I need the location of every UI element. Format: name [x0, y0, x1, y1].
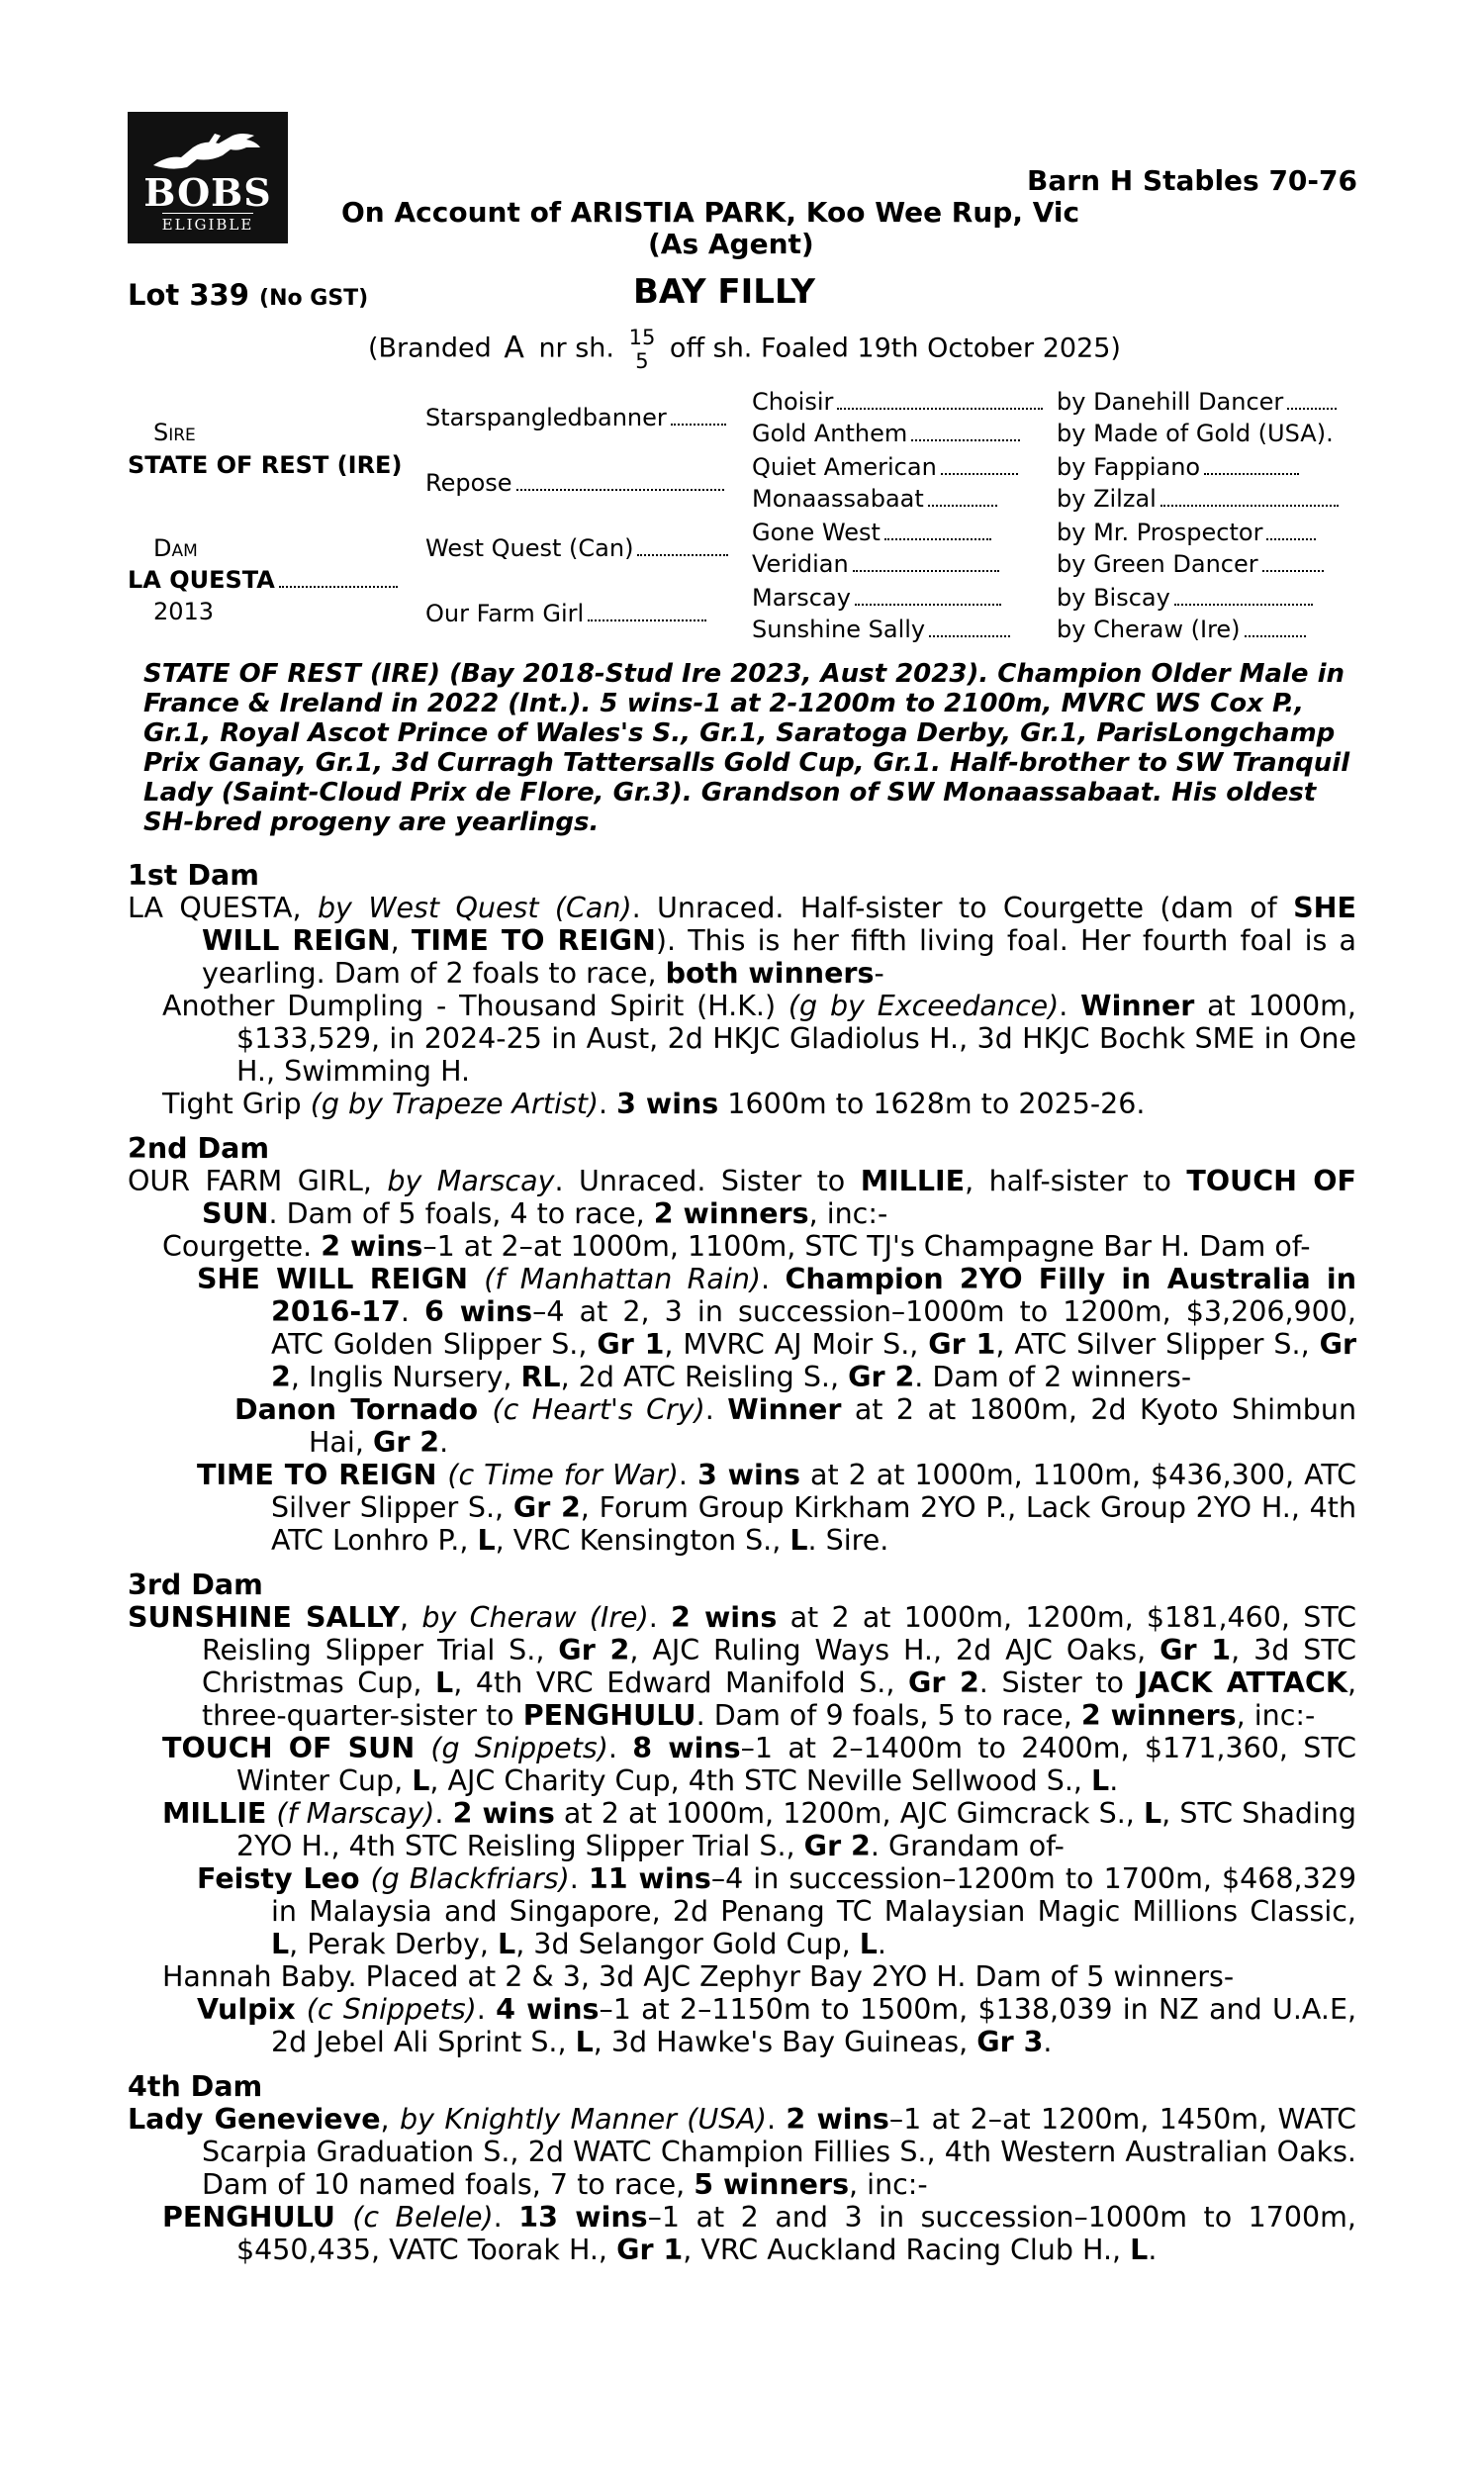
- text-run: .: [648, 1601, 672, 1634]
- text-run: 4 wins: [496, 1993, 600, 2026]
- text-run: both winners: [665, 957, 875, 990]
- text-run: MILLIE: [860, 1165, 966, 1197]
- progeny-entry: [128, 1459, 1356, 1557]
- horse-racing-icon: [147, 126, 266, 175]
- gen2-dam-dam: [425, 598, 706, 629]
- leader-dots: [1262, 564, 1324, 572]
- gen3-sire-4: [1057, 483, 1339, 515]
- text-run: .: [400, 1295, 424, 1328]
- gen3-sire-3: [1057, 451, 1299, 483]
- sire-label: Sire: [153, 419, 196, 446]
- text-run: .: [704, 1393, 728, 1426]
- text-run: SHE WILL REIGN: [202, 892, 1356, 957]
- text-run: Winner: [1080, 990, 1195, 1022]
- dam-name: [128, 564, 398, 596]
- gen3-sire-text: by Cheraw (Ire): [1057, 616, 1241, 643]
- text-run: .: [877, 1928, 886, 1960]
- text-run: . Sire.: [807, 1524, 889, 1557]
- logo-subtext: ELIGIBLE: [162, 213, 254, 234]
- dam-name-text: LA QUESTA: [128, 566, 275, 594]
- leader-dots: [911, 433, 1020, 441]
- first-dam-progeny: [128, 990, 1356, 1088]
- gen3-text: Monaassabaat: [752, 485, 924, 513]
- text-run: Danon Tornado: [234, 1393, 493, 1426]
- text-run: 8 wins: [632, 1732, 741, 1764]
- text-run: Gr 2: [803, 1830, 871, 1862]
- text-run: .: [493, 2201, 519, 2234]
- leader-dots: [853, 564, 999, 572]
- text-run: .: [599, 1088, 617, 1120]
- third-dam-heading: 3rd Dam: [128, 1569, 263, 1601]
- text-run: .: [434, 1797, 453, 1830]
- leader-dots: [1174, 598, 1313, 606]
- gen3-text: Veridian: [752, 550, 849, 578]
- text-run: . Dam of 2 winners-: [914, 1361, 1192, 1393]
- gen3-sire-6: [1057, 548, 1324, 580]
- text-run: , Perak Derby,: [289, 1928, 499, 1960]
- gen3-sire-text: by Biscay: [1057, 584, 1170, 612]
- text-run: 11 wins: [588, 1862, 711, 1895]
- gen3-sire-text: by Danehill Dancer: [1057, 388, 1284, 416]
- first-dam-heading: 1st Dam: [128, 859, 259, 892]
- agent-note: (As Agent): [648, 228, 814, 260]
- text-run: ,: [400, 1601, 422, 1634]
- text-run: Gr 2: [908, 1666, 979, 1699]
- text-run: .: [1148, 2234, 1158, 2266]
- leader-dots: [941, 467, 1018, 475]
- text-run: at 2 at 1000m, 1200m, $181,460, STC Reisling Slipper Trial S.,: [202, 1601, 1356, 1666]
- text-run: –1 at 2–at 1200m, 1450m, WATC Scarpia Graduation S., 2d WATC Champion Fillies S., 4th Western Australian Oaks. Dam of 10 named foals, 7 to race,: [202, 2103, 1356, 2201]
- text-run: , inc:-: [849, 2168, 928, 2201]
- text-run: 2 wins: [786, 2103, 889, 2136]
- bobs-eligible-logo: [128, 112, 288, 243]
- text-run: L: [1091, 1764, 1110, 1797]
- brand-mark-icon: A: [504, 330, 524, 365]
- text-run: (f Manhattan Rain): [484, 1263, 762, 1295]
- text-run: ,: [380, 2103, 400, 2136]
- progeny-entry: [128, 1732, 1356, 1797]
- text-run: Lady Genevieve: [128, 2103, 381, 2136]
- leader-dots: [1204, 467, 1299, 475]
- text-run: (g Snippets): [430, 1732, 608, 1764]
- text-run: –4 in succession–1200m to 1700m, $468,329 in Malaysia and Singapore, 2d Penang TC Malaysian Magic Millions Classic,: [271, 1862, 1356, 1928]
- text-run: L: [412, 1764, 430, 1797]
- lot-number: [128, 278, 368, 316]
- leader-dots: [929, 629, 1010, 637]
- gen3-text: Sunshine Sally: [752, 616, 926, 643]
- text-run: OUR FARM GIRL,: [128, 1165, 388, 1197]
- text-run: RL: [520, 1361, 561, 1393]
- text-run: at 1000m, $133,529, in 2024-25 in Aust, 2d HKJC Gladiolus H., 3d HKJC Bochk SME in One H., Swimming H.: [236, 990, 1356, 1088]
- gen3-text: Quiet American: [752, 453, 937, 481]
- text-run: 3 wins: [616, 1088, 719, 1120]
- text-run: (g by Trapeze Artist): [310, 1088, 600, 1120]
- leader-dots: [1245, 629, 1306, 637]
- female-family: [128, 859, 1356, 2266]
- leader-dots: [855, 598, 1001, 606]
- text-run: .: [569, 1862, 589, 1895]
- text-run: (c Snippets): [306, 1993, 477, 2026]
- branded-prefix: (Branded: [368, 333, 492, 364]
- text-run: Feisty Leo: [197, 1862, 371, 1895]
- text-run: , AJC Ruling Ways H., 2d AJC Oaks,: [629, 1634, 1160, 1666]
- second-dam-heading: 2nd Dam: [128, 1132, 270, 1165]
- text-run: . Unraced. Half-sister to Courgette (dam of: [631, 892, 1294, 924]
- gen3-5: [752, 517, 991, 548]
- text-run: .: [476, 1993, 497, 2026]
- text-run: .: [607, 1732, 633, 1764]
- gen3-sire-5: [1057, 517, 1316, 548]
- text-run: Gr 1: [1159, 1634, 1232, 1666]
- text-run: , 2d ATC Reisling S.,: [560, 1361, 849, 1393]
- text-run: PENGHULU: [162, 2201, 353, 2234]
- text-run: , Inglis Nursery,: [290, 1361, 521, 1393]
- text-run: at 2 at 1000m, 1100m, $436,300, ATC Silver Slipper S.,: [271, 1459, 1357, 1524]
- text-run: by Marscay: [387, 1165, 555, 1197]
- gen2-dam-sire: [425, 532, 728, 564]
- gen3-7: [752, 582, 1001, 614]
- text-run: .: [1109, 1764, 1119, 1797]
- text-run: , VRC Auckland Racing Club H.,: [683, 2234, 1131, 2266]
- vendor-account: On Account of ARISTIA PARK, Koo Wee Rup, Vic: [341, 196, 1080, 229]
- text-run: Hannah Baby. Placed at 2 & 3, 3d AJC Zephyr Bay 2YO H. Dam of 5 winners-: [162, 1960, 1235, 1993]
- text-run: by West Quest (Can): [317, 892, 632, 924]
- text-run: 2 wins: [321, 1230, 423, 1263]
- text-run: by Knightly Manner (USA): [399, 2103, 767, 2136]
- sire-name: STATE OF REST (IRE): [128, 451, 403, 479]
- text-run: Gr 2: [848, 1361, 915, 1393]
- text-run: TIME TO REIGN: [197, 1459, 448, 1491]
- gen3-3: [752, 451, 1018, 483]
- gen3-1: [752, 386, 1043, 418]
- text-run: TIME TO REIGN: [411, 924, 656, 957]
- text-run: L: [789, 1524, 808, 1557]
- text-run: Champion 2YO Filly in Australia in 2016-17: [271, 1263, 1356, 1328]
- text-run: .: [678, 1459, 697, 1491]
- text-run: .: [766, 2103, 787, 2136]
- text-run: ,: [390, 924, 412, 957]
- text-run: 1600m to 1628m to 2025-26.: [718, 1088, 1146, 1120]
- text-run: .: [439, 1426, 449, 1459]
- gen2-sire-sire: [425, 402, 726, 433]
- text-run: 13 wins: [518, 2201, 648, 2234]
- text-run: at 2 at 1800m, 2d Kyoto Shimbun Hai,: [309, 1393, 1357, 1459]
- text-run: –4 at 2, 3 in succession–1000m to 1200m, $3,206,900, ATC Golden Slipper S.,: [271, 1295, 1356, 1361]
- text-run: Another Dumpling - Thousand Spirit (H.K.): [162, 990, 788, 1022]
- brand-description: [368, 326, 1121, 373]
- text-run: at 2 at 1000m, 1200m, AJC Gimcrack S.,: [554, 1797, 1144, 1830]
- text-run: (c Heart's Cry): [492, 1393, 705, 1426]
- text-run: . Dam of 5 foals, 4 to race,: [268, 1197, 654, 1230]
- text-run: –1 at 2 and 3 in succession–1000m to 1700m, $450,435, VATC Toorak H.,: [236, 2201, 1356, 2266]
- text-run: Gr 2: [512, 1491, 581, 1524]
- text-run: , 3d STC Christmas Cup,: [202, 1634, 1356, 1699]
- logo-text: BOBS: [143, 170, 272, 215]
- text-run: , inc:-: [1236, 1699, 1316, 1732]
- text-run: (g by Exceedance): [788, 990, 1060, 1022]
- leader-dots: [1287, 402, 1337, 410]
- text-run: L: [477, 1524, 496, 1557]
- text-run: L: [1130, 2234, 1149, 2266]
- text-run: , VRC Kensington S.,: [495, 1524, 790, 1557]
- text-run: 2 wins: [452, 1797, 555, 1830]
- text-run: , Forum Group Kirkham 2YO P., Lack Group 2YO H., 4th ATC Lonhro P.,: [271, 1491, 1357, 1557]
- text-run: MILLIE: [162, 1797, 277, 1830]
- leader-dots: [516, 483, 724, 491]
- first-dam-progeny: [128, 1088, 1356, 1120]
- text-run: Gr 3: [976, 2026, 1044, 2058]
- gen3-text: Gold Anthem: [752, 420, 908, 447]
- progeny-entry: [128, 1960, 1356, 1993]
- text-run: . Grandam of-: [870, 1830, 1065, 1862]
- text-run: L: [575, 2026, 594, 2058]
- branded-offside-foaled: off sh. Foaled 19th October 2025): [669, 333, 1121, 364]
- gen3-text: Choisir: [752, 388, 834, 416]
- gen3-sire-text: by Mr. Prospector: [1057, 519, 1263, 546]
- text-run: TOUCH OF SUN: [162, 1732, 431, 1764]
- text-run: , AJC Charity Cup, 4th STC Neville Sellwood S.,: [429, 1764, 1092, 1797]
- leader-dots: [837, 402, 1043, 410]
- text-run: (f Marscay): [276, 1797, 435, 1830]
- text-run: Gr 1: [928, 1328, 996, 1361]
- text-run: Gr 2: [558, 1634, 630, 1666]
- leader-dots: [884, 532, 991, 540]
- text-run: 5 winners: [694, 2168, 850, 2201]
- gen3-text: Marscay: [752, 584, 851, 612]
- frac-den: 5: [635, 349, 649, 373]
- text-run: .: [761, 1263, 786, 1295]
- dam-year: 2013: [153, 598, 215, 625]
- gen3-sire-text: by Zilzal: [1057, 485, 1157, 513]
- fourth-dam-heading: 4th Dam: [128, 2070, 263, 2103]
- lot-title: BAY FILLY: [633, 272, 815, 312]
- text-run: Gr 2: [271, 1328, 1357, 1393]
- text-run: Tight Grip: [162, 1088, 311, 1120]
- gen3-8: [752, 614, 1010, 645]
- text-run: L: [859, 1928, 878, 1960]
- text-run: SUNSHINE SALLY: [128, 1601, 401, 1634]
- gen2-text: Starspangledbanner: [425, 404, 667, 431]
- leader-dots: [1266, 532, 1316, 540]
- gen2-text: Repose: [425, 469, 512, 497]
- text-run: SHE WILL REIGN: [197, 1263, 485, 1295]
- lot-label: Lot 339: [128, 278, 249, 312]
- text-run: (c Time for War): [447, 1459, 679, 1491]
- second-dam-text: [128, 1165, 1356, 1230]
- progeny-entry: [128, 1230, 1356, 1263]
- text-run: 2 winners: [1080, 1699, 1237, 1732]
- fourth-dam-text: [128, 2103, 1356, 2201]
- text-run: L: [498, 1928, 516, 1960]
- leader-dots: [671, 418, 726, 426]
- text-run: , 3d Selangor Gold Cup,: [515, 1928, 860, 1960]
- text-run: JACK ATTACK: [1137, 1666, 1347, 1699]
- leader-dots: [637, 548, 728, 556]
- text-run: Gr 2: [372, 1426, 440, 1459]
- text-run: Courgette.: [162, 1230, 322, 1263]
- text-run: 6 wins: [423, 1295, 533, 1328]
- text-run: ). This is her fifth living foal. Her fourth foal is a yearling. Dam of 2 foals to race,: [202, 924, 1356, 990]
- progeny-entry: [128, 1993, 1356, 2058]
- text-run: L: [271, 1928, 290, 1960]
- text-run: –1 at 2–at 1000m, 1100m, STC TJ's Champagne Bar H. Dam of-: [422, 1230, 1311, 1263]
- first-dam-text: [128, 892, 1356, 990]
- gen2-text: West Quest (Can): [425, 534, 634, 562]
- text-run: L: [435, 1666, 454, 1699]
- gen2-sire-dam: [425, 467, 724, 499]
- gen3-sire-text: by Green Dancer: [1057, 550, 1258, 578]
- progeny-entry: [128, 1862, 1356, 1960]
- gen3-sire-1: [1057, 386, 1337, 418]
- text-run: , STC Shading 2YO H., 4th STC Reisling Slipper Trial S.,: [236, 1797, 1357, 1862]
- gen3-sire-text: by Fappiano: [1057, 453, 1201, 481]
- text-run: (g Blackfriars): [370, 1862, 570, 1895]
- gst-note: (No GST): [259, 286, 369, 311]
- gen3-text: Gone West: [752, 519, 881, 546]
- text-run: L: [1143, 1797, 1162, 1830]
- text-run: (c Belele): [352, 2201, 494, 2234]
- text-run: , 4th VRC Edward Manifold S.,: [453, 1666, 909, 1699]
- brand-fraction: [629, 326, 656, 373]
- gen3-2: [752, 418, 1020, 449]
- third-dam-progeny: [128, 1732, 1356, 2058]
- text-run: TOUCH OF SUN: [202, 1165, 1356, 1230]
- text-run: Gr 1: [616, 2234, 684, 2266]
- leader-dots: [279, 580, 398, 588]
- progeny-entry: [128, 1797, 1356, 1862]
- third-dam-text: [128, 1601, 1356, 1732]
- text-run: Vulpix: [197, 1993, 307, 2026]
- gen3-sire-7: [1057, 582, 1313, 614]
- leader-dots: [588, 614, 706, 621]
- text-run: -: [874, 957, 884, 990]
- dam-label: Dam: [153, 534, 198, 562]
- text-run: –1 at 2–1400m to 2400m, $171,360, STC Winter Cup,: [236, 1732, 1357, 1797]
- text-run: . Unraced. Sister to: [554, 1165, 861, 1197]
- gen3-sire-8: [1057, 614, 1306, 645]
- text-run: , ATC Silver Slipper S.,: [995, 1328, 1320, 1361]
- text-run: . Dam of 9 foals, 5 to race,: [696, 1699, 1081, 1732]
- frac-num: 15: [628, 326, 656, 349]
- text-run: , inc:-: [808, 1197, 888, 1230]
- text-run: Winner: [727, 1393, 842, 1426]
- text-run: .: [1043, 2026, 1053, 2058]
- progeny-entry: [128, 1263, 1356, 1393]
- gen2-text: Our Farm Girl: [425, 600, 585, 627]
- leader-dots: [928, 499, 997, 507]
- barn-location: Barn H Stables 70-76: [1027, 164, 1357, 197]
- branded-nearside: nr sh.: [538, 333, 614, 364]
- text-run: by Cheraw (Ire): [421, 1601, 649, 1634]
- text-run: LA QUESTA,: [128, 892, 318, 924]
- gen3-sire-2: by Made of Gold (USA).: [1057, 420, 1334, 447]
- text-run: 2 wins: [671, 1601, 778, 1634]
- text-run: , MVRC AJ Moir S.,: [664, 1328, 929, 1361]
- fourth-dam-progeny: [128, 2201, 1356, 2266]
- text-run: . Sister to: [978, 1666, 1138, 1699]
- text-run: .: [1059, 990, 1081, 1022]
- gen3-6: [752, 548, 999, 580]
- progeny-entry: [128, 1393, 1356, 1459]
- text-run: 2 winners: [653, 1197, 809, 1230]
- text-run: Gr 1: [597, 1328, 665, 1361]
- text-run: PENGHULU: [522, 1699, 696, 1732]
- second-dam-progeny: [128, 1230, 1356, 1557]
- text-run: , 3d Hawke's Bay Guineas,: [593, 2026, 977, 2058]
- gen3-4: [752, 483, 997, 515]
- text-run: , half-sister to: [965, 1165, 1187, 1197]
- sire-notes: STATE OF REST (IRE) (Bay 2018-Stud Ire 2023, Aust 2023). Champion Older Male in France & Ireland in 2022 (Int.). 5 wins-1 at 2-1200m to 2100m, MVRC WS Cox P., Gr.1, Royal Ascot Prince of Wales's S., Gr.1, Saratoga Derby, Gr.1, ParisLongchamp Prix Ganay, Gr.1, 3d Curragh Tattersalls Gold Cup, Gr.1. Half-brother to SW Tranquil Lady (Saint-Cloud Prix de Flore, Gr.3). Grandson of SW Monaassabaat. His oldest SH-bred progeny are yearlings.: [143, 659, 1350, 837]
- progeny-entry: [128, 2201, 1356, 2266]
- text-run: , three-quarter-sister to: [202, 1666, 1357, 1732]
- leader-dots: [1160, 499, 1339, 507]
- text-run: 3 wins: [696, 1459, 800, 1491]
- text-run: –1 at 2–1150m to 1500m, $138,039 in NZ and U.A.E, 2d Jebel Ali Sprint S.,: [271, 1993, 1357, 2058]
